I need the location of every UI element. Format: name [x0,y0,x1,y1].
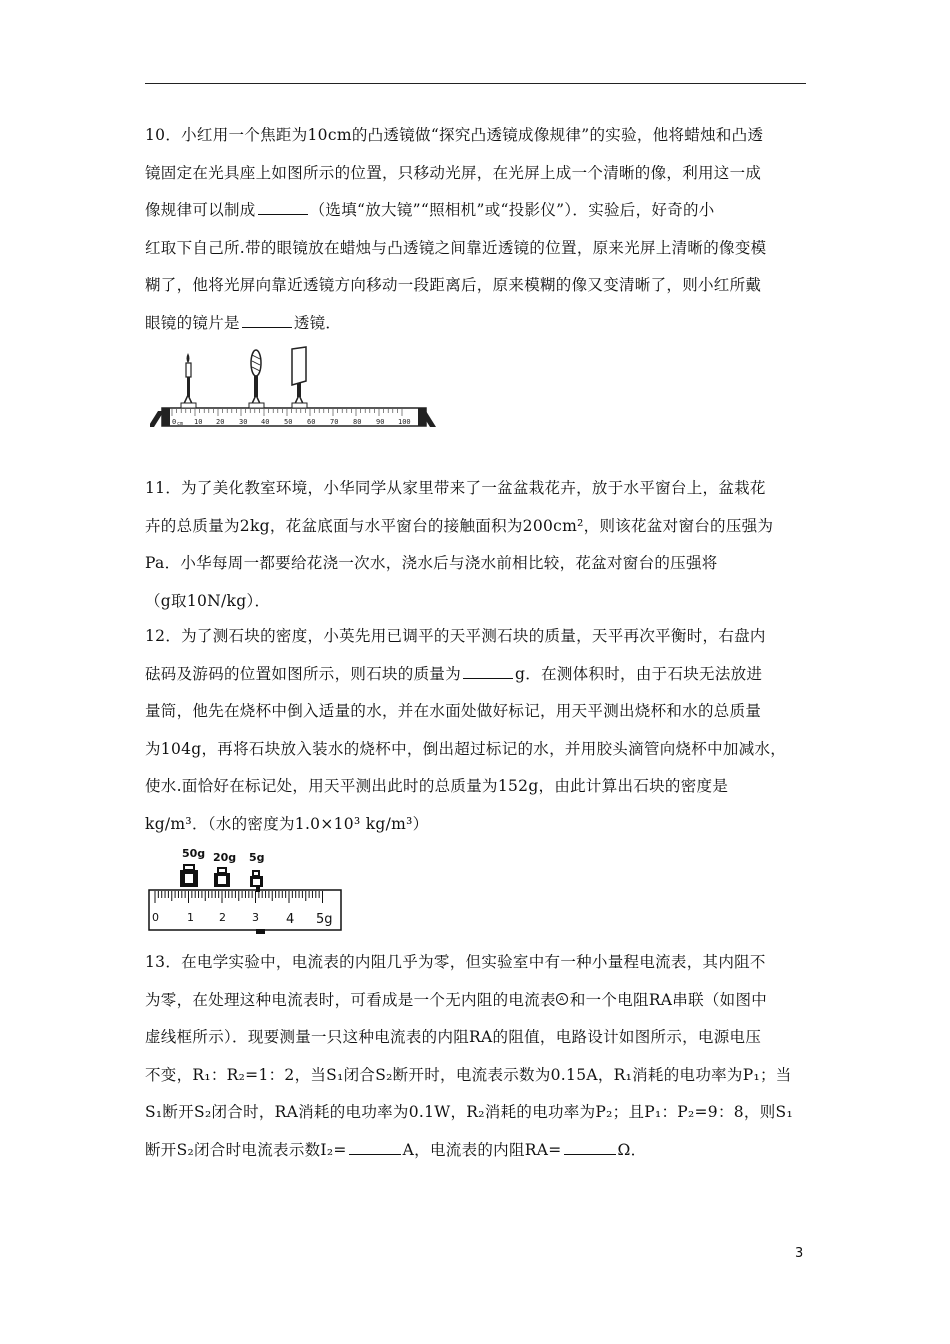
q12-text: g．在测体积时，由于石块无法放进 [515,664,763,683]
answer-blank[interactable] [242,313,292,328]
weight-label-5g: 5g [249,851,265,864]
question-12 [145,618,809,843]
weight-5g-icon [250,871,263,887]
ruler-label: 0 [172,418,177,426]
answer-blank[interactable] [564,1140,616,1155]
q10-line: 10．小红用一个焦距为10cm的凸透镜做“探究凸透镜成像规律”的实验，他将蜡烛和凸透 [145,126,764,144]
ruler-label: cm [177,421,184,427]
q13-text: 断开S₂闭合时电流表示数I₂= [145,1140,347,1159]
q12-line: 使水.面恰好在标记处，用天平测出此时的总质量为152g，由此计算出石块的密度是 [145,777,729,795]
q10-text: 透镜． [293,313,342,332]
scale-label: 2 [219,911,226,924]
q10-line: 镜固定在光具座上如图所示的位置，只移动光屏，在光屏上成一个清晰的像，利用这一成 [145,163,762,182]
question-10 [145,117,809,342]
weight-label-20g: 20g [213,851,237,864]
ruler-label: 60 [307,418,316,426]
q10-text: （选填“放大镜”“照相机”或“投影仪”）．实验后，好奇的小 [309,201,715,219]
scale-label: 4 [286,912,295,927]
q13-text: Ω． [617,1140,647,1159]
q10-line: 红取下自己所.带的眼镜放在蜡烛与凸透镜之间靠近透镜的位置，原来光屏上清晰的像变模 [145,238,767,257]
ruler-label: 70 [330,418,339,426]
q11-line: 卉的总质量为2kg，花盆底面与水平窗台的接触面积为200cm²，则该花盆对窗台的压强为 [145,516,774,535]
page-number: 3 [795,1246,804,1261]
q11-line: 11．为了美化教室环境，小华同学从家里带来了一盆盆栽花卉，放于水平窗台上，盆栽花 [145,479,766,497]
q12-text: 砝码及游码的位置如图所示，则石块的质量为 [145,664,462,683]
ruler-label: 80 [353,418,362,426]
ruler-label: 50 [284,418,293,426]
q13-line: 虚线框所示）．现要测量一只这种电流表的内阻RA的阻值，电路设计如图所示，电源电压 [145,1028,762,1046]
header-rule [145,83,806,84]
q13-text: A，电流表的内阻RA= [402,1140,562,1159]
q10-text: 像规律可以制成 [145,201,256,219]
answer-blank[interactable] [349,1140,401,1155]
scale-label: 0 [152,911,159,924]
rider-marker[interactable] [256,929,265,934]
q13-line: 不变，R₁：R₂=1：2，当S₁闭合S₂断开时，电流表示数为0.15A，R₁消耗的电功率为P₁；当 [145,1065,792,1084]
answer-blank[interactable] [258,200,308,215]
q13-line [145,1132,809,1170]
ruler-label: 40 [261,418,270,426]
q12-line: kg/m³．（水的密度为1.0×10³ kg/m³） [145,814,429,833]
question-11 [145,470,809,620]
q10-line [145,305,809,343]
rider-top-marker [256,887,260,892]
q13-line [145,982,809,1020]
q12-line: 12．为了测石块的密度，小英先用已调平的天平测石块的质量，天平再次平衡时，右盘内 [145,627,766,645]
ruler-label: 100 [398,418,411,426]
weight-20g-icon [214,868,230,887]
question-13 [145,944,809,1169]
q13-text: 为零，在处理这种电流表时，可看成是一个无内阻的电流表 [145,990,556,1009]
ruler-label: 20 [216,418,225,426]
scale-label: 1 [187,911,194,924]
scale-label: 3 [252,911,259,924]
q13-line: S₁断开S₂闭合时，RA消耗的电功率为0.1W，R₂消耗的电功率为P₂；且P₁：P₂=9：8，则S₁ [145,1103,793,1121]
q13-text: 和一个电阻RA串联（如图中 [569,990,768,1009]
q12-line: 为104g，再将石块放入装水的烧杯中，倒出超过标记的水，并用胶头滴管向烧杯中加减水， [145,739,787,758]
q12-line [145,656,809,694]
ruler-label: 30 [239,418,248,426]
ruler-label: 10 [194,418,203,426]
scale-label: 5g [316,912,333,927]
answer-blank[interactable] [463,664,513,679]
q11-line: Pa．小华每周一都要给花浇一次水，浇水后与浇水前相比较，花盆对窗台的压强将 [145,554,718,572]
weight-50g-icon [180,865,198,887]
q10-text: 眼镜的镜片是 [145,313,240,332]
q12-line: 量筒，他先在烧杯中倒入适量的水，并在水面处做好标记，用天平测出烧杯和水的总质量 [145,702,762,720]
ruler-label: 90 [376,418,385,426]
balance-weights-figure [146,843,346,935]
ammeter-icon: A [556,993,568,1005]
q10-line: 糊了，他将光屏向靠近透镜方向移动一段距离后，原来模糊的像又变清晰了，则小红所戴 [145,276,762,294]
q13-line: 13．在电学实验中，电流表的内阻几乎为零，但实验室中有一种小量程电流表，其内阻不 [145,953,766,971]
weight-label-50g: 50g [182,847,206,860]
optical-bench-figure [150,345,440,427]
q11-line: （g取10N/kg）． [145,591,271,610]
q10-line [145,192,809,230]
